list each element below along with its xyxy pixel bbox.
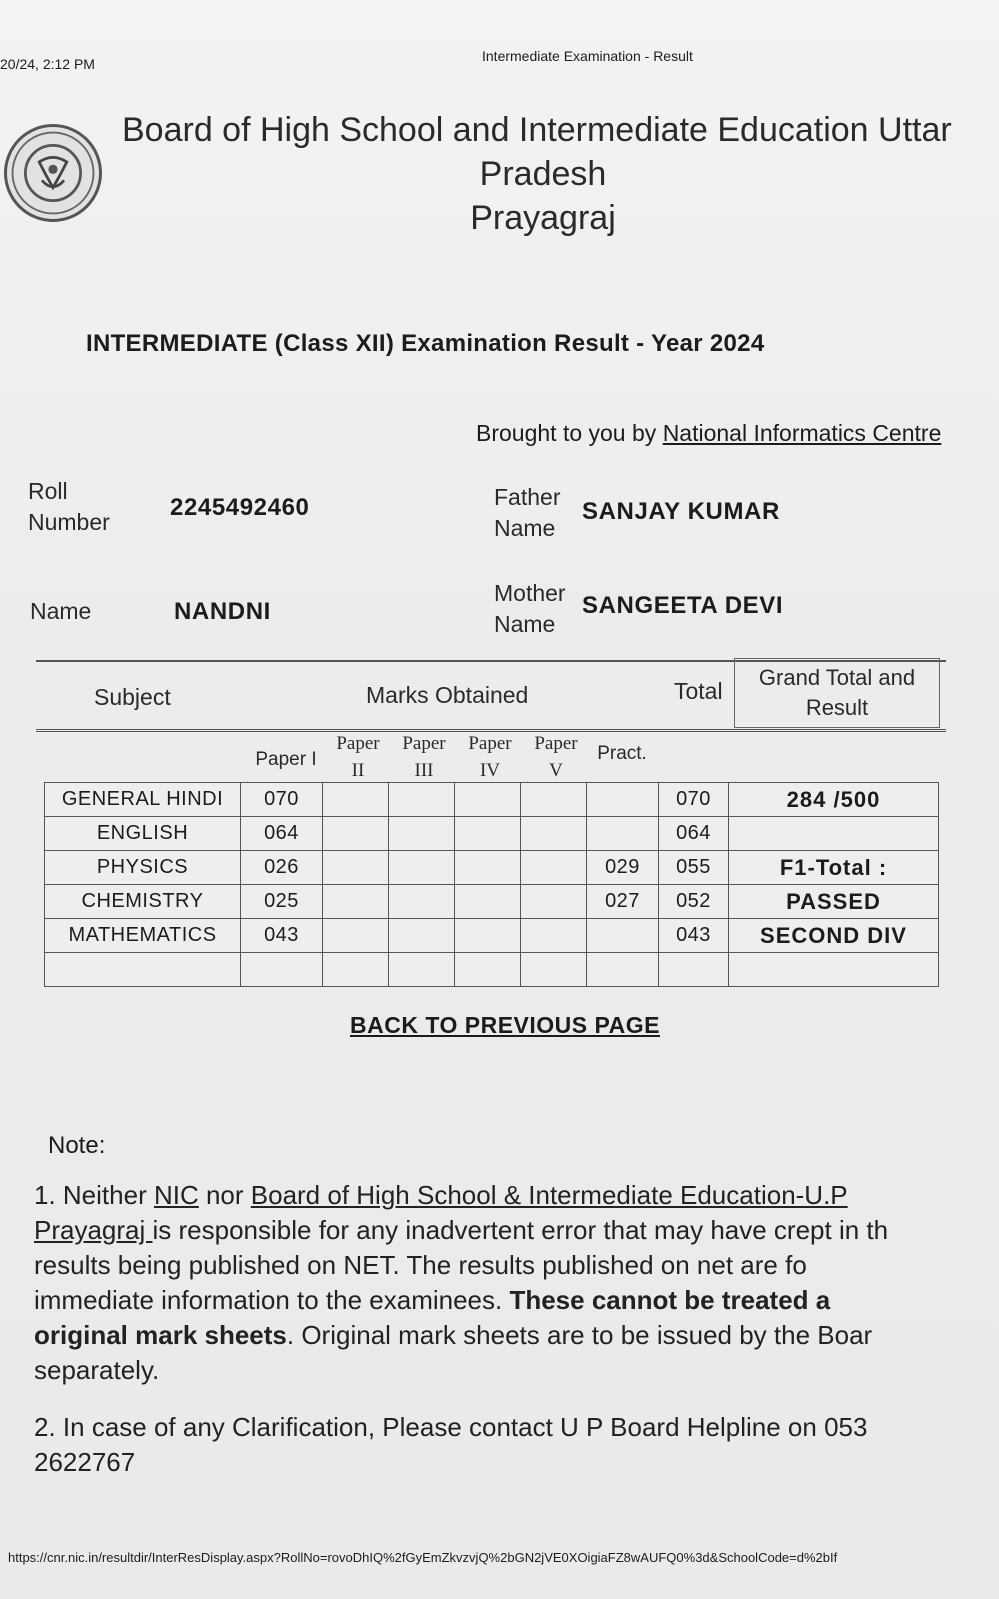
paper5-header bbox=[524, 730, 588, 784]
board-link-text[interactable]: Board of High School & Intermediate Education-U.P bbox=[250, 1180, 848, 1210]
total-cell: 043 bbox=[659, 919, 729, 953]
paper5-header-a: Paper bbox=[534, 733, 578, 754]
brought-by-line bbox=[476, 420, 941, 447]
pract-cell: 029 bbox=[587, 851, 659, 885]
board-name-line1: Board of High School and Intermediate Education Uttar bbox=[122, 111, 952, 149]
paper1-cell: 064 bbox=[241, 817, 323, 851]
roll-number-label bbox=[28, 476, 110, 538]
paper4-cell bbox=[455, 817, 521, 851]
mother-label-line1: Mother bbox=[494, 580, 566, 606]
marks-grid bbox=[44, 782, 939, 987]
father-name-value: SANJAY KUMAR bbox=[582, 498, 780, 525]
note1-text-d: results being published on NET. The results published on net are fo bbox=[34, 1250, 807, 1280]
paper4-header-a: Paper bbox=[468, 733, 512, 754]
print-date: 20/24, 2:12 PM bbox=[0, 56, 95, 72]
marks-obtained-header: Marks Obtained bbox=[366, 682, 529, 708]
father-name-label bbox=[494, 482, 560, 544]
paper3-cell bbox=[389, 851, 455, 885]
board-name bbox=[118, 108, 968, 240]
table-row bbox=[45, 919, 939, 953]
subject-cell: GENERAL HINDI bbox=[45, 783, 241, 817]
paper3-cell bbox=[389, 817, 455, 851]
paper5-cell bbox=[521, 851, 587, 885]
grand-result-cell bbox=[729, 817, 939, 851]
paper4-cell bbox=[455, 885, 521, 919]
paper3-header-b: III bbox=[414, 760, 434, 781]
table-header-row bbox=[36, 660, 946, 732]
pract-cell bbox=[587, 919, 659, 953]
print-page-title: Intermediate Examination - Result bbox=[482, 48, 693, 64]
note1-text-g: separately. bbox=[34, 1355, 160, 1385]
grand-result-cell bbox=[729, 953, 939, 987]
paper3-cell bbox=[389, 885, 455, 919]
mother-name-value: SANGEETA DEVI bbox=[582, 592, 784, 619]
pract-header: Pract. bbox=[597, 743, 647, 764]
brought-by-prefix: Brought to you by bbox=[476, 420, 663, 446]
roll-label-line1: Roll bbox=[28, 478, 68, 504]
paper1-cell bbox=[241, 953, 323, 987]
paper3-cell bbox=[389, 919, 455, 953]
paper4-cell bbox=[455, 919, 521, 953]
roll-number-value: 2245492460 bbox=[170, 494, 310, 521]
note1-text-c: is responsible for any inadvertent error that may have crept in th bbox=[152, 1215, 889, 1245]
total-cell: 052 bbox=[659, 885, 729, 919]
roll-label-line2: Number bbox=[28, 509, 110, 535]
note-heading: Note: bbox=[48, 1132, 106, 1159]
exam-title: INTERMEDIATE (Class XII) Examination Result - Year 2024 bbox=[86, 330, 765, 357]
subject-cell: ENGLISH bbox=[45, 817, 241, 851]
nic-link[interactable]: National Informatics Centre bbox=[662, 420, 942, 446]
paper4-cell bbox=[455, 851, 521, 885]
paper3-header-a: Paper bbox=[402, 733, 446, 754]
mother-label-line2: Name bbox=[494, 611, 556, 637]
total-cell: 064 bbox=[659, 817, 729, 851]
paper1-header: Paper I bbox=[255, 749, 317, 770]
table-row bbox=[45, 885, 939, 919]
total-cell: 055 bbox=[659, 851, 729, 885]
paper5-header-b: V bbox=[549, 760, 563, 781]
table-row bbox=[45, 817, 939, 851]
paper4-header bbox=[458, 730, 522, 784]
paper2-header bbox=[326, 730, 390, 784]
paper1-cell: 026 bbox=[241, 851, 323, 885]
paper4-header-b: IV bbox=[479, 760, 501, 781]
paper5-cell bbox=[521, 817, 587, 851]
pract-cell: 027 bbox=[587, 885, 659, 919]
paper2-cell bbox=[323, 817, 389, 851]
pract-cell bbox=[587, 783, 659, 817]
back-to-previous-page-link[interactable]: BACK TO PREVIOUS PAGE bbox=[350, 1012, 660, 1038]
note1-text-b: nor bbox=[198, 1180, 251, 1210]
paper3-header bbox=[392, 730, 456, 784]
paper4-cell bbox=[455, 783, 521, 817]
total-header: Total bbox=[674, 678, 723, 704]
paper2-header-b: II bbox=[351, 760, 365, 781]
table-row bbox=[45, 953, 939, 987]
note1-bold-2: original mark sheets bbox=[34, 1320, 287, 1350]
footer-url: https://cnr.nic.in/resultdir/InterResDisplay.aspx?RollNo=rovoDhIQ%2fGyEmZkvzvjQ%2bGN2jVE0XOigiaFZ8wAUFQ0%3d&SchoolCode=d%2bIf bbox=[8, 1550, 838, 1565]
name-label: Name bbox=[30, 598, 92, 624]
paper1-cell: 025 bbox=[241, 885, 323, 919]
subject-cell bbox=[45, 953, 241, 987]
grand-result-cell: 284 /500 bbox=[729, 783, 939, 817]
total-cell bbox=[659, 953, 729, 987]
note-item-1 bbox=[34, 1178, 999, 1388]
note1-text-a: 1. Neither bbox=[34, 1180, 154, 1210]
grand-header-line2: Result bbox=[805, 695, 869, 720]
paper3-cell bbox=[389, 783, 455, 817]
note1-text-e: immediate information to the examinees. bbox=[34, 1285, 510, 1315]
grand-result-cell: SECOND DIV bbox=[729, 919, 939, 953]
grand-header-line1: Grand Total and bbox=[758, 665, 916, 690]
prayagraj-link-text[interactable]: Prayagraj bbox=[34, 1215, 153, 1245]
nic-link-text[interactable]: NIC bbox=[153, 1180, 199, 1210]
subject-cell: CHEMISTRY bbox=[45, 885, 241, 919]
paper2-cell bbox=[323, 851, 389, 885]
paper5-cell bbox=[521, 953, 587, 987]
grand-total-header bbox=[734, 658, 940, 728]
paper2-cell bbox=[323, 783, 389, 817]
paper2-cell bbox=[323, 919, 389, 953]
grand-result-cell: F1-Total : bbox=[729, 851, 939, 885]
paper5-cell bbox=[521, 783, 587, 817]
paper1-cell: 043 bbox=[241, 919, 323, 953]
board-name-line2: Pradesh bbox=[479, 155, 607, 193]
father-label-line1: Father bbox=[494, 484, 561, 510]
paper2-cell bbox=[323, 953, 389, 987]
father-label-line2: Name bbox=[494, 515, 556, 541]
mother-name-label bbox=[494, 578, 566, 640]
board-name-line3: Prayagraj bbox=[470, 199, 616, 237]
emblem-icon bbox=[7, 127, 99, 219]
subject-cell: PHYSICS bbox=[45, 851, 241, 885]
student-name-value: NANDNI bbox=[174, 598, 271, 625]
pract-cell bbox=[587, 817, 659, 851]
table-row bbox=[45, 783, 939, 817]
paper5-cell bbox=[521, 919, 587, 953]
grand-result-cell: PASSED bbox=[729, 885, 939, 919]
helpline-number: 2622767 bbox=[34, 1447, 136, 1477]
table-row bbox=[45, 851, 939, 885]
subject-cell: MATHEMATICS bbox=[45, 919, 241, 953]
paper5-cell bbox=[521, 885, 587, 919]
note2-text-a: 2. In case of any Clarification, Please contact U P Board Helpline on 053 bbox=[34, 1412, 868, 1442]
paper2-cell bbox=[323, 885, 389, 919]
note1-text-f: . Original mark sheets are to be issued by the Boar bbox=[286, 1320, 873, 1350]
paper2-header-a: Paper bbox=[336, 733, 380, 754]
subject-header: Subject bbox=[94, 684, 171, 710]
up-emblem-logo bbox=[4, 124, 102, 222]
paper1-cell: 070 bbox=[241, 783, 323, 817]
pract-cell bbox=[587, 953, 659, 987]
paper3-cell bbox=[389, 953, 455, 987]
note-body bbox=[34, 1178, 999, 1488]
paper4-cell bbox=[455, 953, 521, 987]
note-item-2 bbox=[34, 1410, 999, 1480]
note1-bold-1: These cannot be treated a bbox=[509, 1285, 831, 1315]
total-cell: 070 bbox=[659, 783, 729, 817]
